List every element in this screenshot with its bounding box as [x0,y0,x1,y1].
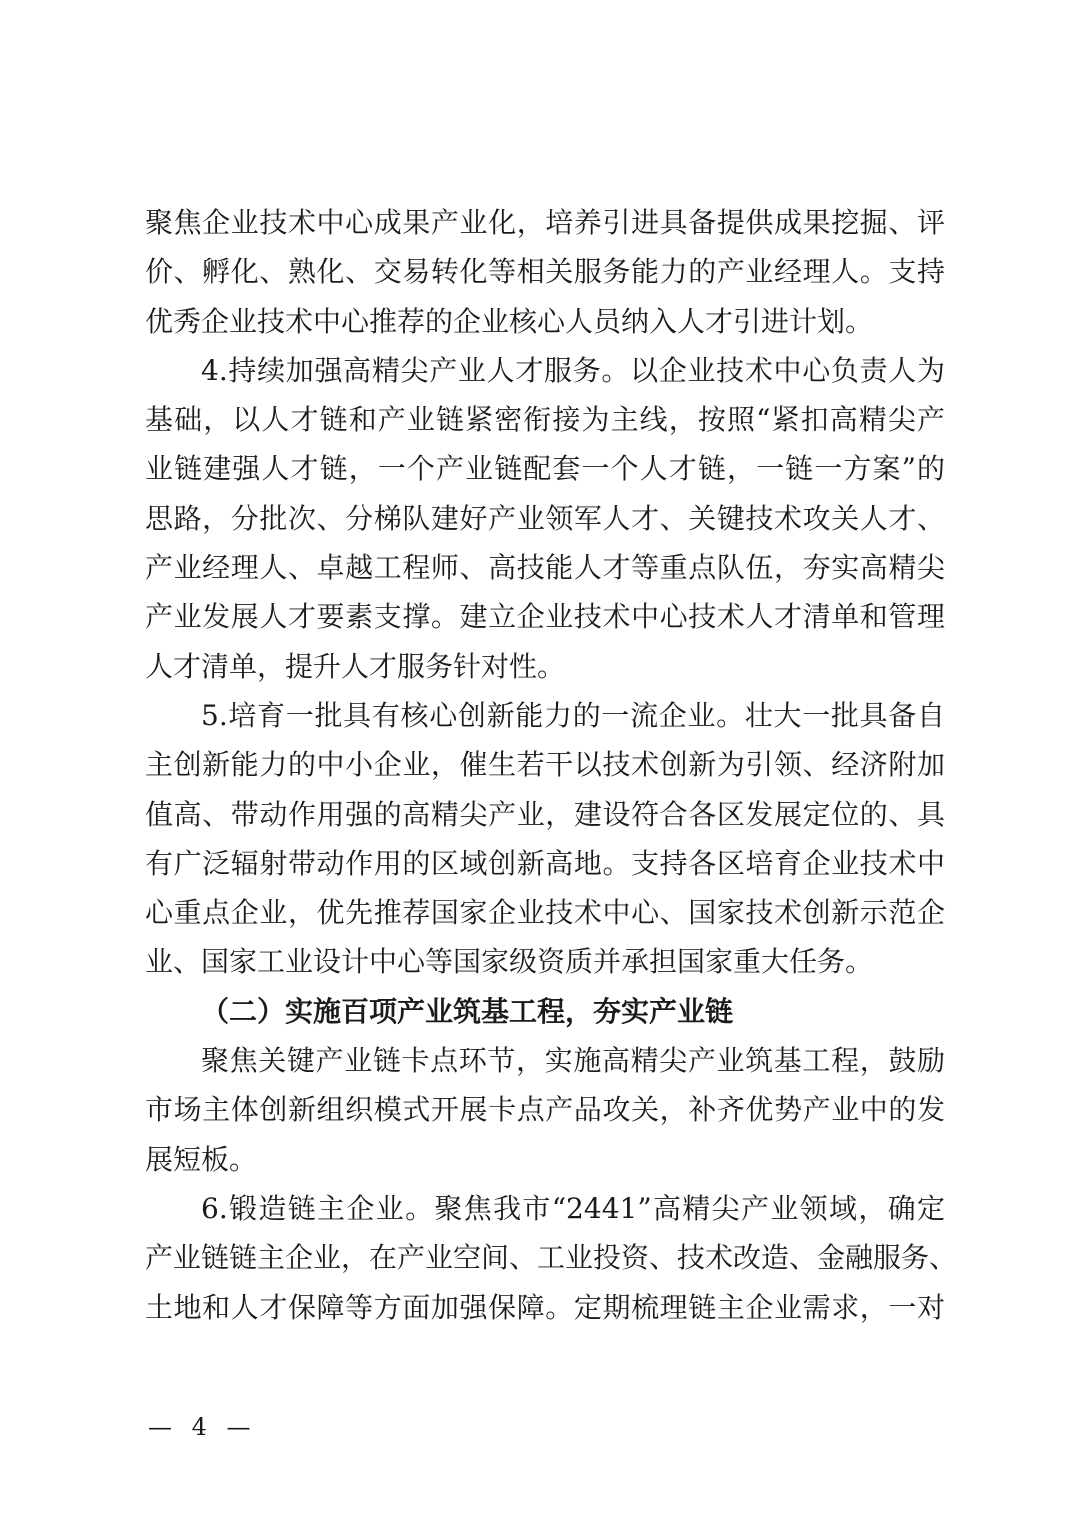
text-line: 思路，分批次、分梯队建好产业领军人才、关键技术攻关人才、 [145,501,945,535]
body-text [145,198,958,1332]
text-line: 业链建强人才链，一个产业链配套一个人才链，一链一方案”的 [145,452,945,486]
text-line: 有广泛辐射带动作用的区域创新高地。支持各区培育企业技术中 [145,846,945,880]
text-line: 人才清单，提升人才服务针对性。 [145,649,566,683]
text-line: 土地和人才保障等方面加强保障。定期梳理链主企业需求，一对 [145,1290,945,1324]
text-line: 业、国家工业设计中心等国家级资质并承担国家重大任务。 [145,945,874,979]
text-line: 产业发展人才要素支撑。建立企业技术中心技术人才清单和管理 [145,600,945,634]
text-line: 产业经理人、卓越工程师、高技能人才等重点队伍，夯实高精尖 [145,551,945,585]
text-line: 主创新能力的中小企业，催生若干以技术创新为引领、经济附加 [145,748,945,782]
text-line: 5.培育一批具有核心创新能力的一流企业。壮大一批具备自 [201,698,945,732]
text-line: 产业链链主企业，在产业空间、工业投资、技术改造、金融服务、 [145,1241,958,1275]
text-line: 基础，以人才链和产业链紧密衔接为主线，按照“紧扣高精尖产 [145,403,945,437]
text-line: 市场主体创新组织模式开展卡点产品攻关，补齐优势产业中的发 [145,1093,945,1127]
text-line: 展短板。 [145,1142,258,1176]
page-number: — 4 — [148,1413,257,1441]
text-line: 心重点企业，优先推荐国家企业技术中心、国家技术创新示范企 [145,896,945,930]
text-line: 4.持续加强高精尖产业人才服务。以企业技术中心负责人为 [201,353,945,387]
text-line: 优秀企业技术中心推荐的企业核心人员纳入人才引进计划。 [145,304,874,338]
text-line: 值高、带动作用强的高精尖产业，建设符合各区发展定位的、具 [145,797,945,831]
section-heading: （二）实施百项产业筑基工程，夯实产业链 [201,994,734,1028]
text-line: 价、孵化、熟化、交易转化等相关服务能力的产业经理人。支持 [145,255,945,289]
text-line: 聚焦关键产业链卡点环节，实施高精尖产业筑基工程，鼓励 [201,1044,945,1078]
text-line: 6.锻造链主企业。聚焦我市“2441”高精尖产业领域，确定 [201,1191,945,1225]
text-line: 聚焦企业技术中心成果产业化，培养引进具备提供成果挖掘、评 [145,206,945,239]
